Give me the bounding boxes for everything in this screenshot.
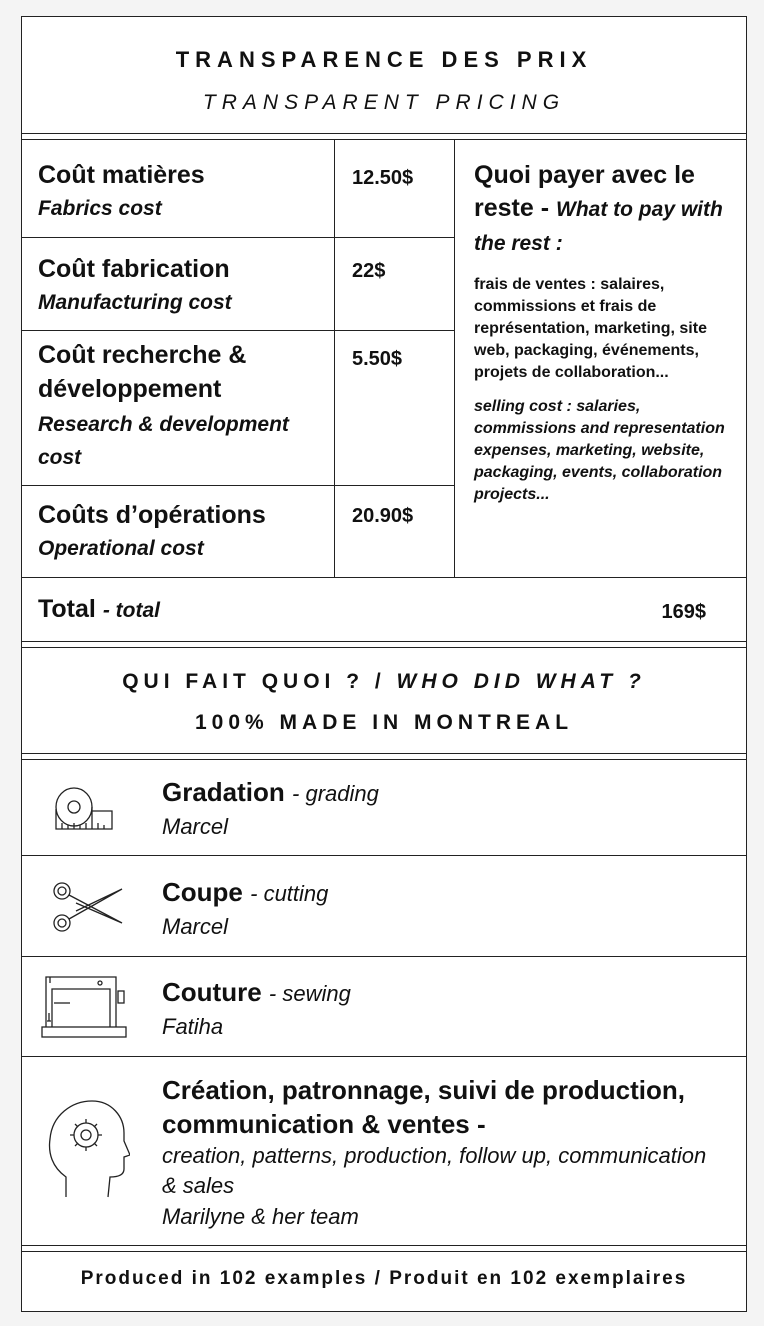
- divider: [22, 956, 746, 957]
- who-title-en: WHO DID WHAT ?: [396, 670, 646, 693]
- rest-title-fr: Quoi payer avec le reste -: [474, 161, 695, 222]
- cost-value: 12.50$: [352, 167, 414, 189]
- role-cutting: [162, 875, 722, 943]
- total-value: 169$: [661, 601, 706, 623]
- cost-label-en: Operational cost: [38, 537, 204, 560]
- cost-label-en: Research & development cost: [38, 413, 289, 469]
- divider: [22, 139, 746, 140]
- scissors-icon: [52, 881, 124, 937]
- role-person: Fatiha: [162, 1014, 224, 1039]
- role-title-fr: Coupe: [162, 877, 243, 907]
- title-en: TRANSPARENT PRICING: [202, 91, 566, 114]
- total-label-en: - total: [102, 599, 160, 622]
- column-divider: [454, 139, 455, 577]
- role-title: [162, 975, 722, 1011]
- measuring-tape-icon: [52, 787, 114, 833]
- row-divider: [22, 330, 455, 331]
- divider: [22, 1251, 746, 1252]
- divider: [22, 759, 746, 760]
- row-divider: [22, 485, 455, 486]
- role-title-en: - cutting: [250, 881, 329, 906]
- cost-row-manufacturing: [38, 252, 338, 319]
- role-title-fr: Couture: [162, 977, 262, 1007]
- row-divider: [22, 237, 455, 238]
- role-creation: [162, 1073, 722, 1233]
- who-title-fr: QUI FAIT QUOI ? /: [122, 670, 386, 693]
- who-subtitle: 100% MADE IN MONTREAL: [194, 711, 574, 734]
- role-title-fr: Création, patronnage, suivi de production, communication & ventes -: [162, 1075, 685, 1139]
- cost-label-fr: Coûts d’opérations: [38, 501, 266, 529]
- cost-row-operations: [38, 498, 338, 565]
- rest-title-en: What to pay with the rest :: [474, 198, 723, 255]
- divider: [22, 1245, 746, 1246]
- cost-row-research: [38, 338, 298, 474]
- role-person: Marcel: [162, 814, 229, 839]
- rest-text-en: selling cost : salaries, commissions and representation expenses, marketing, website, packaging, events, collaboration projects...: [474, 398, 725, 503]
- footer-text: Produced in 102 examples / Produit en 102 exemplaires: [80, 1268, 688, 1289]
- total-label: [38, 595, 160, 624]
- cost-label-en: Manufacturing cost: [38, 291, 232, 314]
- cost-label-en: Fabrics cost: [38, 197, 162, 220]
- cost-label-fr: Coût fabrication: [38, 255, 230, 283]
- divider: [22, 753, 746, 754]
- role-title-en: - sewing: [268, 981, 351, 1006]
- role-sewing: [162, 975, 722, 1043]
- cost-value: 20.90$: [352, 505, 414, 527]
- divider: [22, 1056, 746, 1057]
- divider: [22, 577, 746, 578]
- cost-value: 5.50$: [352, 348, 403, 370]
- role-person: Marcel: [162, 914, 229, 939]
- total-label-fr: Total: [38, 595, 96, 623]
- who-title: [22, 670, 746, 694]
- role-title-fr: Gradation: [162, 777, 285, 807]
- divider: [22, 641, 746, 642]
- divider: [22, 133, 746, 134]
- role-title-en: - grading: [292, 781, 379, 806]
- role-person: Marilyne & her team: [162, 1204, 359, 1229]
- cost-value: 22$: [352, 260, 386, 282]
- rest-title: [474, 159, 742, 260]
- cost-label-fr: Coût matières: [38, 161, 205, 189]
- title-fr: TRANSPARENCE DES PRIX: [175, 47, 593, 72]
- divider: [22, 647, 746, 648]
- divider: [22, 855, 746, 856]
- rest-explanation: [474, 159, 742, 506]
- role-title-en: creation, patterns, production, follow up, communication & sales: [162, 1143, 707, 1198]
- role-grading: [162, 775, 722, 843]
- sewing-machine-icon: [40, 973, 128, 1041]
- role-title: [162, 875, 722, 911]
- role-title: [162, 775, 722, 811]
- cost-row-fabrics: [38, 158, 338, 225]
- cost-label-fr: Coût recherche & développement: [38, 341, 247, 403]
- head-gear-icon: [46, 1097, 130, 1201]
- pricing-sheet: [21, 16, 747, 1312]
- rest-text-fr: frais de ventes : salaires, commissions et frais de représentation, marketing, site web, packaging, événements, projets de collaboration...: [474, 276, 707, 381]
